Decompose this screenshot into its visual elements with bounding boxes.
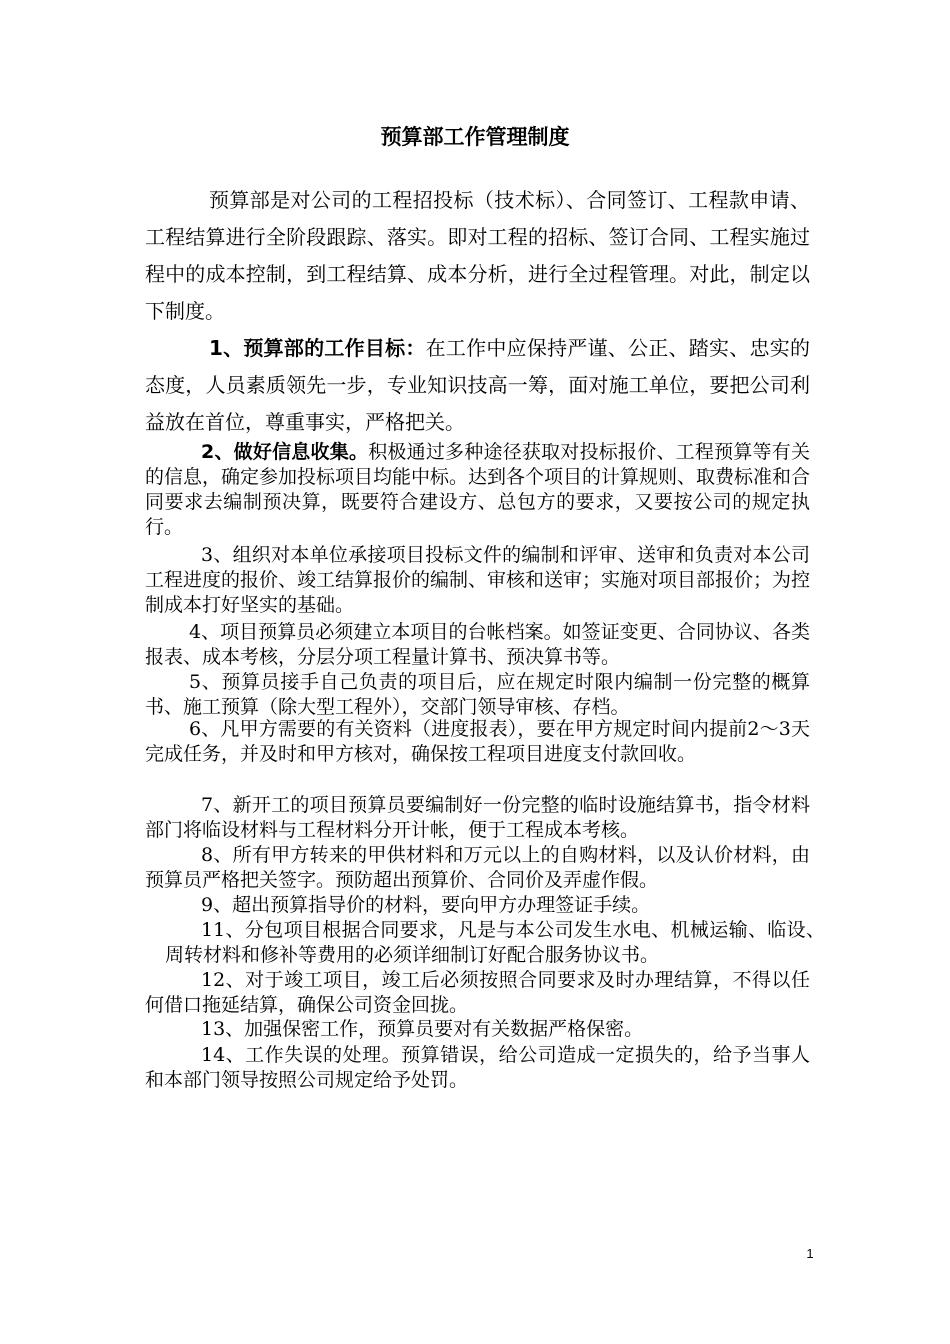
item-1 bbox=[145, 330, 810, 441]
item-9: 9、超出预算指导价的材料，要向甲方办理签证手续。 bbox=[201, 894, 651, 916]
item-14: 14、工作失误的处理。预算错误，给公司造成一定损失的，给予当事人和本部门领导按照公司规定给予处罚。 bbox=[145, 1044, 810, 1091]
item-8: 8、所有甲方转来的甲供材料和万元以上的自购材料，以及认价材料，由预算员严格把关签字。预防超出预算价、合同价及弄虚作假。 bbox=[145, 844, 810, 891]
item-3: 3、组织对本单位承接项目投标文件的编制和评审、送审和负责对本公司工程进度的报价、竣工结算报价的编制、审核和送审；实施对项目部报价；为控制成本打好坚实的基础。 bbox=[145, 544, 811, 616]
intro-paragraph: 预算部是对公司的工程招投标（技术标）、合同签订、工程款申请、工程结算进行全阶段跟踪、落实。即对工程的招标、签订合同、工程实施过程中的成本控制，到工程结算、成本分析，进行全过程管理。对此，制定以下制度。 bbox=[145, 188, 810, 323]
item-12: 12、对于竣工项目，竣工后必须按照合同要求及时办理结算，不得以任何借口拖延结算，确保公司资金回拢。 bbox=[145, 969, 810, 1016]
item-2 bbox=[145, 440, 810, 540]
item-2-text: 积极通过多种途径获取对投标报价、工程预算等有关的信息，确定参加投标项目均能中标。达到各个项目的计算规则、取费标准和合同要求去编制预决算，既要符合建设方、总包方的要求，又要按公司的规定执行。 bbox=[145, 441, 811, 538]
item-1-text: 在工作中应保持严谨、公正、踏实、忠实的态度，人员素质领先一步，专业知识技高一筹，面对施工单位，要把公司利益放在首位，尊重事实，严格把关。 bbox=[145, 336, 811, 434]
item-13: 13、加强保密工作，预算员要对有关数据严格保密。 bbox=[201, 1018, 644, 1040]
page-number: 1 bbox=[806, 1246, 814, 1261]
item-4: 4、项目预算员必须建立本项目的台帐档案。如签证变更、合同协议、各类报表、成本考核，分层分项工程量计算书、预决算书等。 bbox=[145, 621, 810, 668]
item-5: 5、预算员接手自己负责的项目后，应在规定时限内编制一份完整的概算书、施工预算（除大型工程外），交部门领导审核、存档。 bbox=[145, 671, 810, 718]
item-6: 6、凡甲方需要的有关资料（进度报表），要在甲方规定时间内提前2～3天完成任务，并及时和甲方核对，确保按工程项目进度支付款回收。 bbox=[145, 718, 810, 765]
item-2-lead: 2、做好信息收集。 bbox=[201, 441, 369, 463]
item-1-lead: 1、预算部的工作目标： bbox=[209, 336, 426, 360]
item-11: 11、分包项目根据合同要求，凡是与本公司发生水电、机械运输、临设、周转材料和修补等费用的必须详细制订好配合服务协议书。 bbox=[165, 919, 825, 966]
document-title: 预算部工作管理制度 bbox=[380, 125, 570, 149]
item-7: 7、新开工的项目预算员要编制好一份完整的临时设施结算书，指令材料部门将临设材料与工程材料分开计帐，便于工程成本考核。 bbox=[145, 794, 810, 841]
